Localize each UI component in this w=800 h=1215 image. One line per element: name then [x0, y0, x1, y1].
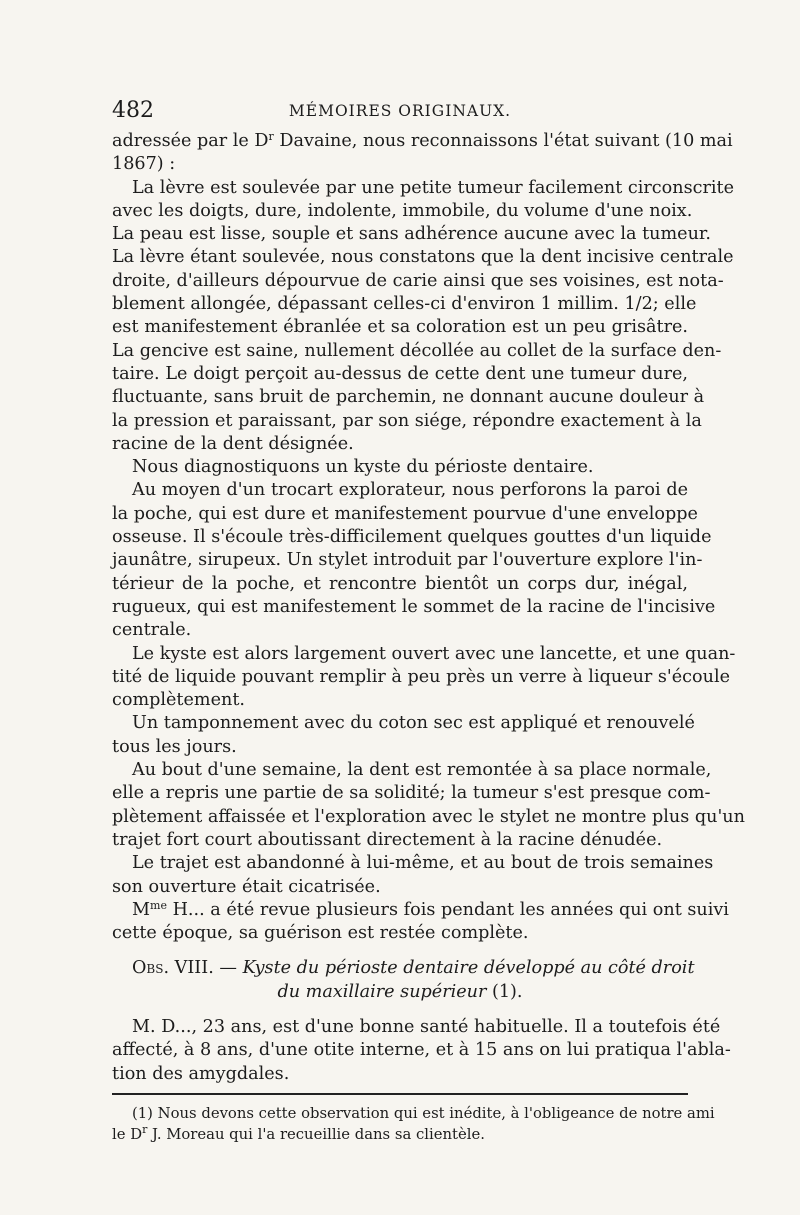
text-line: centrale.	[112, 620, 192, 641]
text-line: rugueux, qui est manifestement le sommet de la racine de l'incisive	[112, 596, 716, 617]
text-line: Nous diagnostiquons un kyste du périoste dentaire.	[132, 457, 594, 478]
text-line: trajet fort court aboutissant directement à la racine dénudée.	[112, 829, 663, 850]
text-line: La peau est lisse, souple et sans adhérence aucune avec la tumeur.	[112, 224, 711, 245]
text-line: racine de la dent désignée.	[112, 433, 354, 454]
text-line: osseuse. Il s'écoule très-difficilement quelques gouttes d'un liquide	[112, 527, 712, 548]
text-line: avec les doigts, dure, indolente, immobile, du volume d'une noix.	[112, 200, 693, 221]
text-line: son ouverture était cicatrisée.	[112, 876, 381, 897]
text-line: complètement.	[112, 690, 246, 711]
page-number: 482	[112, 98, 154, 123]
text-line: cette époque, sa guérison est restée complète.	[112, 923, 529, 944]
text-line: Le kyste est alors largement ouvert avec une lancette, et une quan-	[132, 643, 736, 664]
text-line: jaunâtre, sirupeux. Un stylet introduit par l'ouverture explore l'in-	[112, 550, 703, 571]
text-line: est manifestement ébranlée et sa coloration est un peu grisâtre.	[112, 317, 688, 338]
text-line: La lèvre est soulevée par une petite tumeur facilement circonscrite	[132, 177, 734, 198]
text-line: M. D..., 23 ans, est d'une bonne santé habituelle. Il a toutefois été	[132, 1016, 721, 1037]
text-line: la poche, qui est dure et manifestement pourvue d'une enveloppe	[112, 503, 698, 524]
observation-heading: Obs. VIII. — Kyste du périoste dentaire développé au côté droit	[132, 958, 695, 979]
body-text	[112, 130, 745, 1145]
text-line: la pression et paraissant, par son siége, répondre exactement à la	[112, 410, 702, 431]
text-line: affecté, à 8 ans, d'une otite interne, et à 15 ans on lui pratiqua l'abla-	[112, 1040, 731, 1061]
text-line: adressée par le $D^r$ Davaine, nous reconnaissons l'état suivant (10 mai	[112, 130, 733, 151]
text-line: fluctuante, sans bruit de parchemin, ne donnant aucune douleur à	[112, 387, 705, 408]
footnote-line: le $D^r$ J. Moreau qui l'a recueillie dans sa clientèle.	[112, 1122, 485, 1143]
page-header	[112, 98, 688, 126]
text-line: blement allongée, dépassant celles-ci d'environ 1 millim. 1/2; elle	[112, 294, 697, 315]
text-line: tous les jours.	[112, 736, 237, 757]
text-line: La gencive est saine, nullement décollée au collet de la surface den-	[112, 340, 722, 361]
footnote	[112, 1103, 715, 1145]
text-line: plètement affaissée et l'exploration avec le stylet ne montre plus qu'un	[112, 806, 745, 827]
text-line: Un tamponnement avec du coton sec est appliqué et renouvelé	[132, 713, 695, 734]
text-line: térieur de la poche, et rencontre bientôt un corps dur, inégal,	[112, 573, 688, 594]
text-line: $M^{me}$ H... a été revue plusieurs fois pendant les années qui ont suivi	[132, 898, 729, 920]
text-line: elle a repris une partie de sa solidité; la tumeur s'est presque com-	[112, 783, 711, 804]
text-line: droite, d'ailleurs dépourvue de carie ainsi que ses voisines, est nota-	[112, 270, 724, 291]
text-line: Au bout d'une semaine, la dent est remontée à sa place normale,	[132, 760, 712, 781]
footnote-line: (1) Nous devons cette observation qui est inédite, à l'obligeance de notre ami	[132, 1104, 715, 1122]
footnote-rule	[112, 1093, 688, 1095]
text-line: tité de liquide pouvant remplir à peu près un verre à liqueur s'écoule	[112, 666, 730, 687]
observation-heading-cont: du maxillaire supérieur (1).	[277, 981, 523, 1002]
text-line: 1867) :	[112, 154, 176, 175]
running-title: MÉMOIRES ORIGINAUX.	[288, 102, 512, 120]
text-line: tion des amygdales.	[112, 1063, 290, 1084]
text-line: La lèvre étant soulevée, nous constatons que la dent incisive centrale	[112, 247, 734, 268]
text-line: taire. Le doigt perçoit au-dessus de cette dent une tumeur dure,	[112, 363, 688, 384]
text-line: Au moyen d'un trocart explorateur, nous perforons la paroi de	[132, 480, 688, 501]
text-line: Le trajet est abandonné à lui-même, et au bout de trois semaines	[132, 853, 714, 874]
